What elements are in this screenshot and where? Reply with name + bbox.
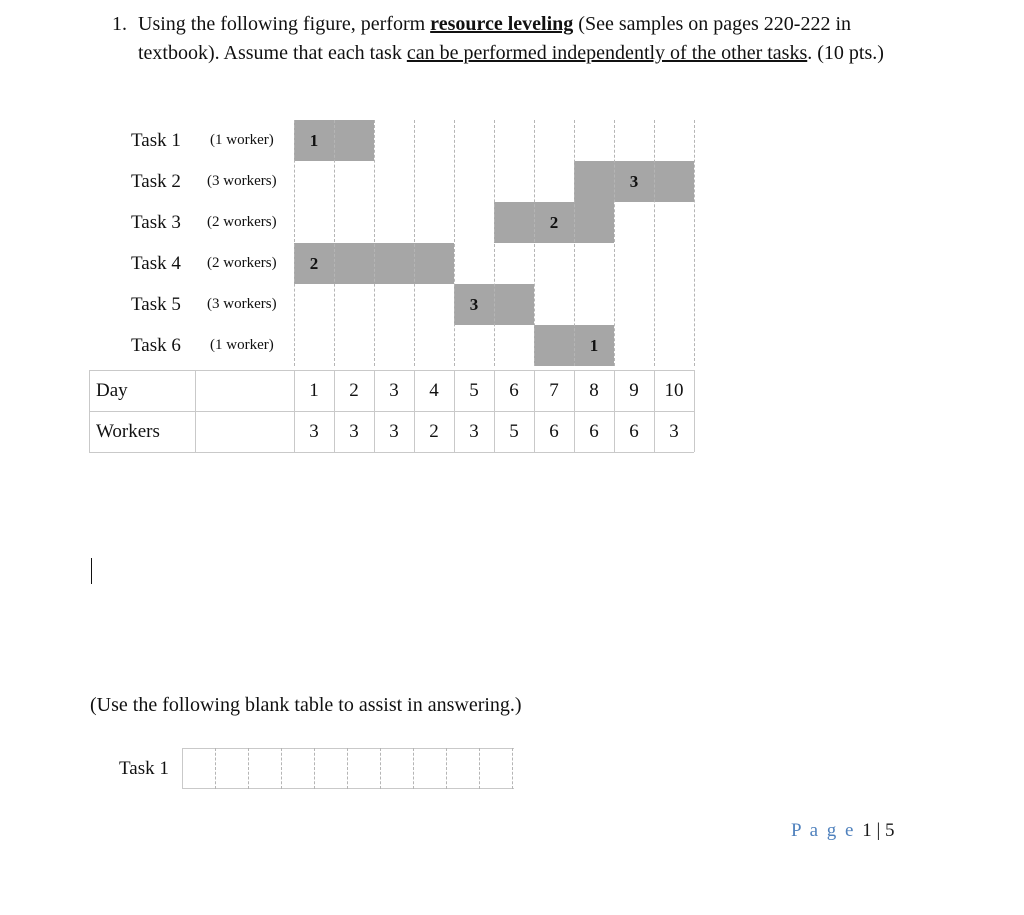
- blank-table-border: [182, 748, 514, 749]
- task-bar-label: 3: [629, 172, 639, 191]
- day-cell: 2: [349, 380, 359, 401]
- day-cell: 3: [389, 380, 399, 401]
- task-label: Task 1: [131, 130, 181, 151]
- instruction-note: (Use the following blank table to assist in answering.): [90, 694, 522, 716]
- underlined-phrase: can be performed independently of the other tasks: [406, 42, 808, 64]
- task-workers: (1 worker): [210, 132, 274, 148]
- blank-table-gridline: [215, 748, 216, 789]
- question-number: 1.: [112, 13, 127, 35]
- gridline: [494, 120, 495, 366]
- workers-cell: 2: [429, 421, 439, 442]
- task-bar-cell: [654, 161, 694, 202]
- workers-cell: 3: [309, 421, 319, 442]
- bold-term: resource leveling: [430, 13, 574, 35]
- task-label: Task 6: [131, 335, 181, 356]
- gridline: [614, 120, 615, 366]
- question-text-part1: Using the following figure, perform: [138, 13, 431, 35]
- task-label: Task 3: [131, 212, 181, 233]
- task-bar-cell: [334, 120, 374, 161]
- task-label: Task 5: [131, 294, 181, 315]
- task-workers: (1 worker): [210, 337, 274, 353]
- day-cell: 9: [629, 380, 639, 401]
- task-bar-cell: [334, 243, 374, 284]
- task-bar-cell: [494, 284, 534, 325]
- gridline: [574, 120, 575, 366]
- blank-table-gridline: [380, 748, 381, 789]
- day-cell: 6: [509, 380, 519, 401]
- table-border: [694, 370, 695, 452]
- blank-table-gridline: [281, 748, 282, 789]
- blank-table-gridline: [248, 748, 249, 789]
- day-cell: 4: [429, 380, 439, 401]
- blank-table-task-label: Task 1: [119, 758, 169, 779]
- workers-cell: 5: [509, 421, 519, 442]
- workers-cell: 6: [589, 421, 599, 442]
- workers-cell: 3: [389, 421, 399, 442]
- table-border: [89, 452, 694, 453]
- task-bar-label: 2: [309, 254, 319, 273]
- gridline: [454, 120, 455, 366]
- task-bar-label: 1: [589, 336, 599, 355]
- day-cell: 10: [664, 380, 684, 401]
- workers-cell: 3: [469, 421, 479, 442]
- task-bar-cell: [574, 202, 614, 243]
- task-workers: (3 workers): [207, 173, 277, 189]
- day-cell: 7: [549, 380, 559, 401]
- gridline: [694, 120, 695, 366]
- task-label: Task 4: [131, 253, 181, 274]
- page-prefix: P a g e: [791, 820, 863, 841]
- task-label: Task 2: [131, 171, 181, 192]
- task-bar-label: 3: [469, 295, 479, 314]
- workers-row-label: Workers: [96, 421, 160, 442]
- question-text-part3: . (10 pts.): [807, 42, 884, 64]
- task-bar-cell: [494, 202, 534, 243]
- task-bar-cell: [414, 243, 454, 284]
- day-row-label: Day: [96, 380, 128, 401]
- gridline: [414, 120, 415, 366]
- page-number: [791, 820, 895, 842]
- workers-cell: 6: [629, 421, 639, 442]
- text-cursor: [91, 558, 92, 584]
- day-cell: 5: [469, 380, 479, 401]
- task-bar-label: 1: [309, 131, 319, 150]
- blank-table-border: [182, 748, 183, 789]
- task-bar-cell: [374, 243, 414, 284]
- task-bar-label: 2: [549, 213, 559, 232]
- workers-cell: 3: [349, 421, 359, 442]
- gridline: [374, 120, 375, 366]
- day-cell: 1: [309, 380, 319, 401]
- blank-table-gridline: [446, 748, 447, 789]
- task-workers: (3 workers): [207, 296, 277, 312]
- page-number-value: 1 | 5: [862, 820, 895, 841]
- task-workers: (2 workers): [207, 214, 277, 230]
- workers-cell: 3: [669, 421, 679, 442]
- gridline: [534, 120, 535, 366]
- gridline: [654, 120, 655, 366]
- task-bar-cell: [574, 161, 614, 202]
- blank-table-border: [182, 788, 514, 789]
- blank-table-gridline: [347, 748, 348, 789]
- blank-table-gridline: [479, 748, 480, 789]
- task-workers: (2 workers): [207, 255, 277, 271]
- question-text-part2: (See samples on pages 220-222 in textbook). Assume that each task: [138, 13, 852, 64]
- day-cell: 8: [589, 380, 599, 401]
- task-bar-cell: [534, 325, 574, 366]
- question-text: [112, 10, 912, 68]
- table-border: [195, 370, 196, 452]
- workers-cell: 6: [549, 421, 559, 442]
- gridline: [294, 120, 295, 366]
- gridline: [334, 120, 335, 366]
- blank-table-gridline: [413, 748, 414, 789]
- blank-table-row[interactable]: [182, 748, 514, 789]
- blank-table-gridline: [314, 748, 315, 789]
- blank-table-gridline: [512, 748, 513, 789]
